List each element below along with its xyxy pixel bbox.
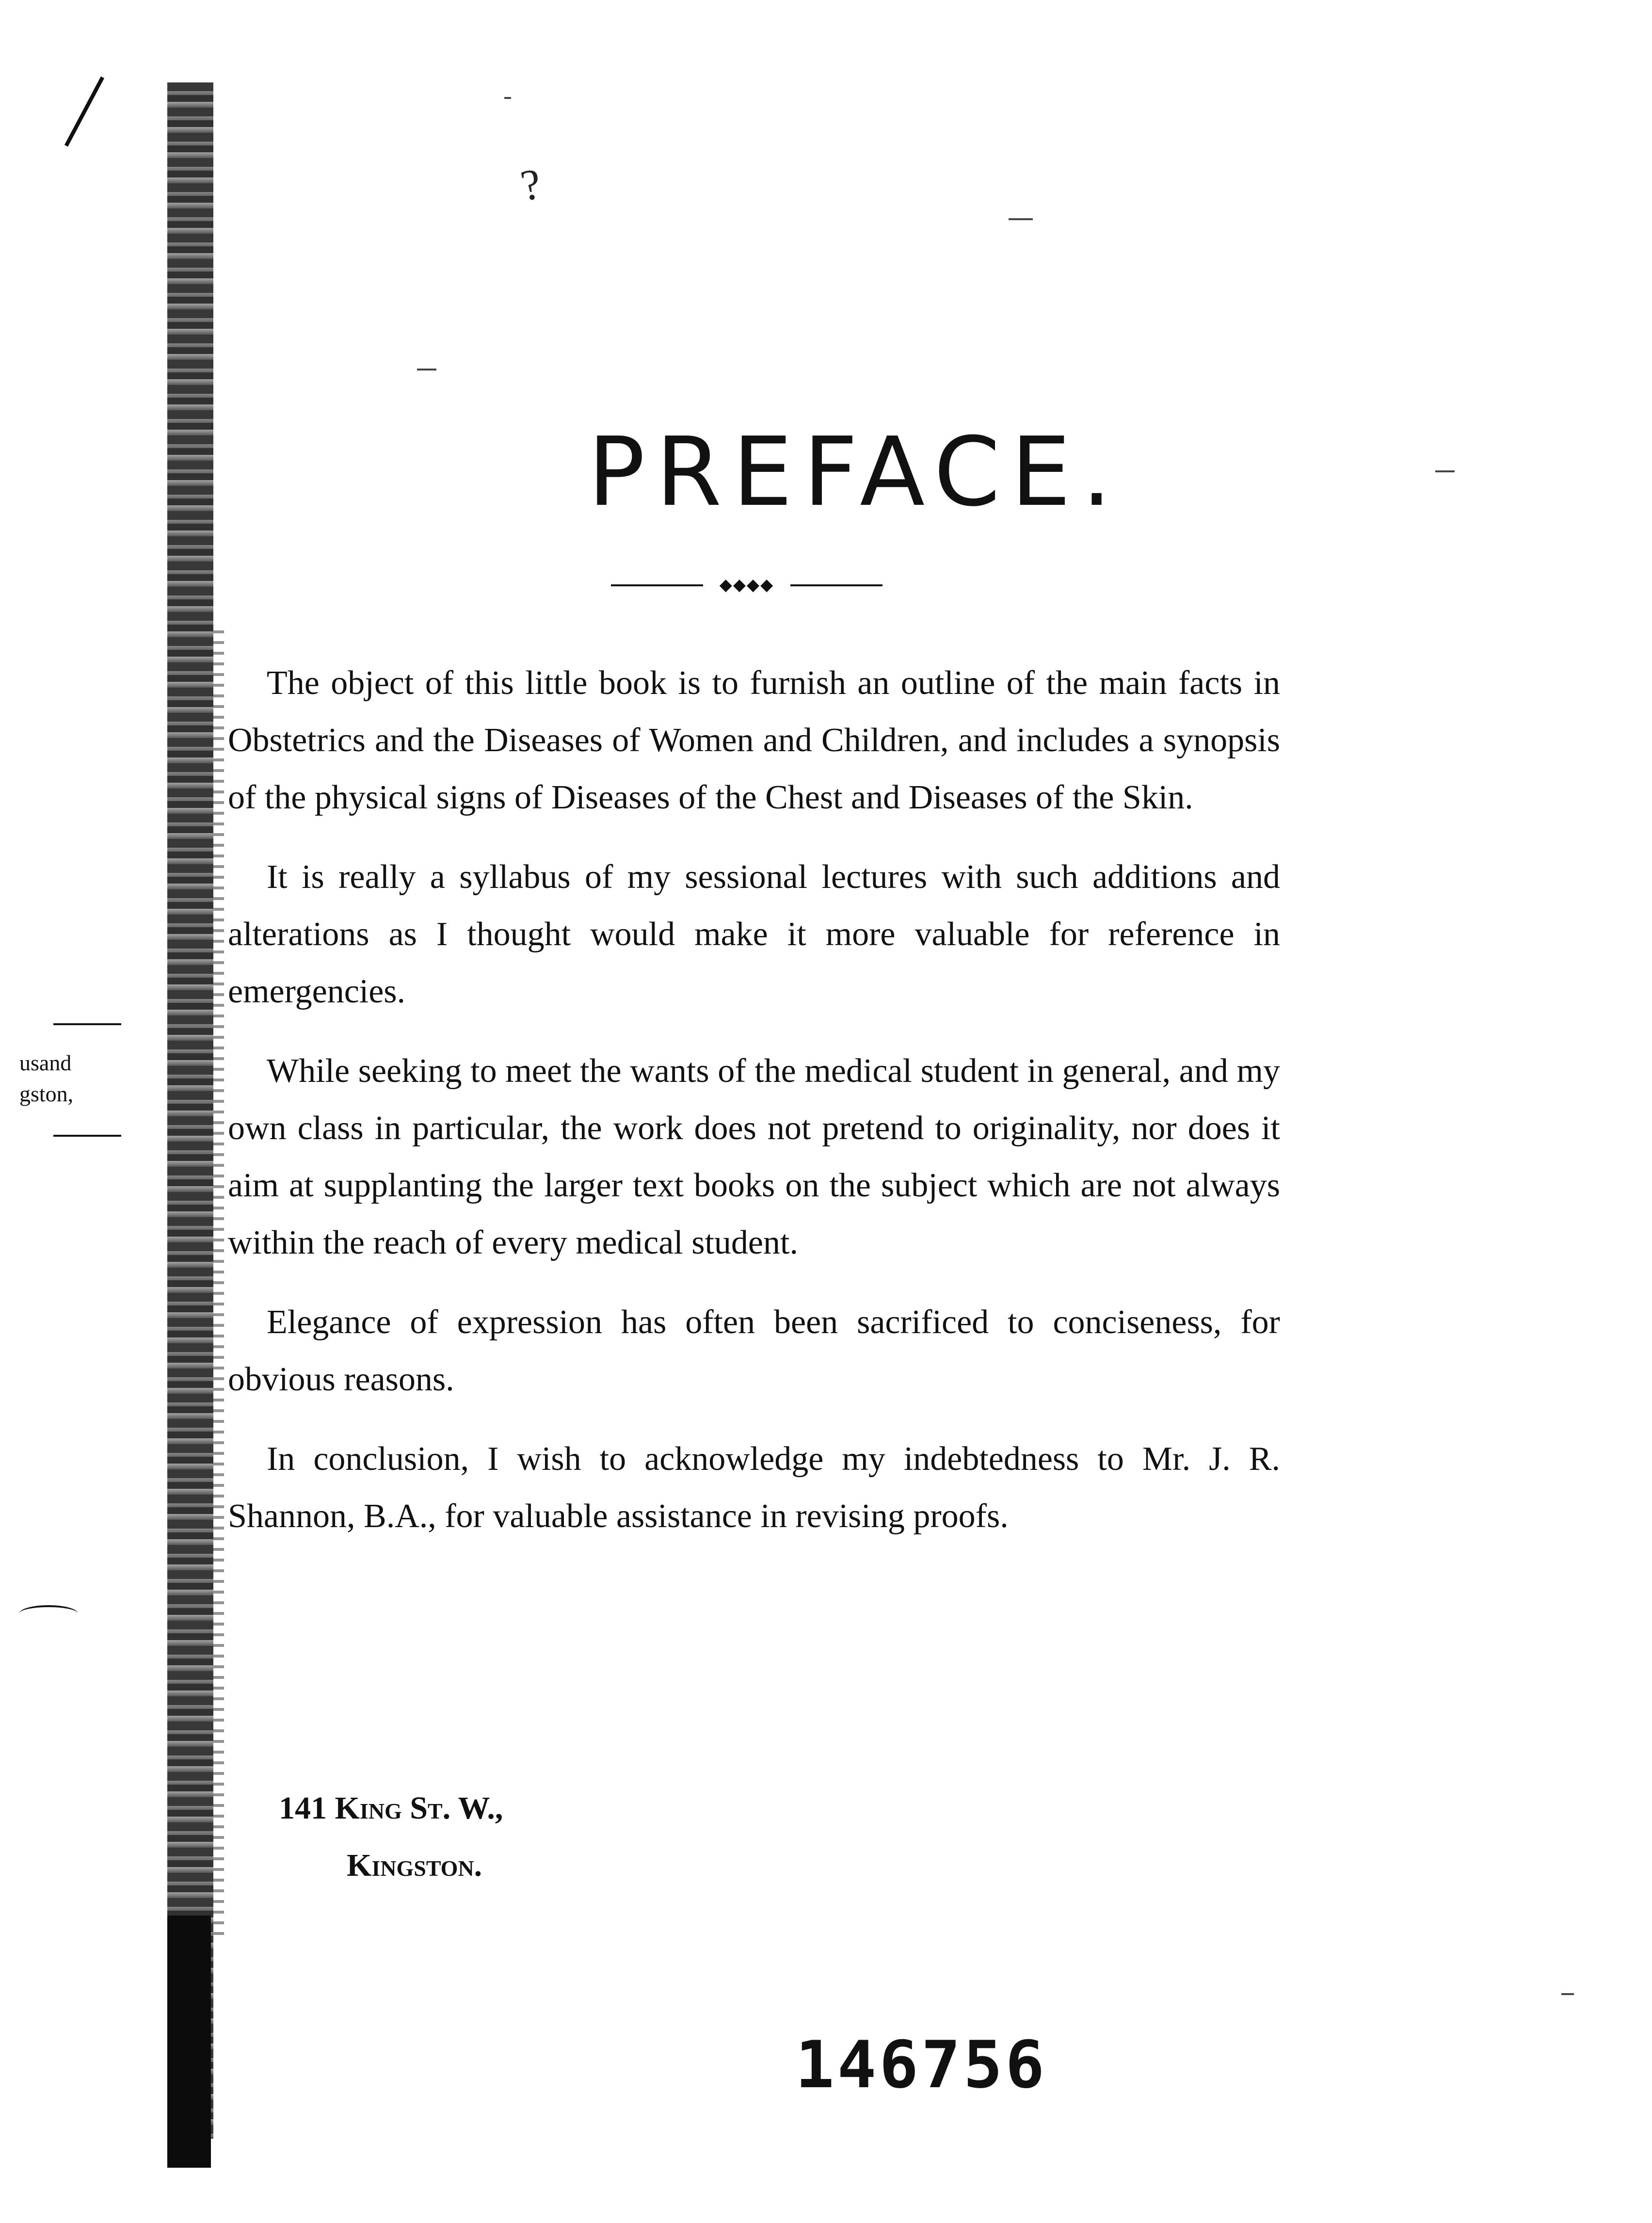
pencil-slash-mark [64,76,104,146]
paragraph-4: Elegance of expression has often been sacrificed to conciseness, for obvious reasons. [228,1304,1280,1398]
speck [1009,218,1033,220]
address-line-1: 141 King St. W., [279,1790,503,1826]
address-line-2: Kingston. [347,1848,482,1883]
preface-body [228,655,1280,1567]
ornament-line-left [611,584,703,586]
margin-rule-top [53,1023,121,1025]
ornament-dots: ◆◆◆◆ [719,576,774,594]
margin-rule-bottom [53,1135,121,1137]
page-title: PREFACE. [588,417,1123,528]
library-accession-number: 146756 [795,2027,1048,2103]
margin-note-line-2: gston, [19,1081,74,1106]
binding-speckle [213,630,224,1940]
margin-curve-mark [19,1605,78,1622]
speck [1561,1993,1574,1995]
paragraph-1: The object of this little book is to furnish an outline of the main facts in Obstetrics and the Diseases of Women and Children, and includes a synopsis of the physical signs of Diseases of the Chest and Diseases of the Skin. [228,664,1280,816]
binding-shadow [167,1916,211,2168]
ornament-line-right [790,584,882,586]
speck [417,369,436,370]
speck [504,97,511,99]
pencil-question-mark: ? [517,160,545,210]
title-ornament-rule [611,576,882,594]
margin-note-line-1: usand [19,1050,72,1075]
paragraph-2: It is really a syllabus of my sessional lectures with such additions and alterations as I thought would make it more valuable for reference in emergencies. [228,858,1280,1010]
binding-edge [167,82,213,2139]
paragraph-5: In conclusion, I wish to acknowledge my indebtedness to Mr. J. R. Shannon, B.A., for valuable assistance in revising proofs. [228,1440,1280,1535]
paragraph-3: While seeking to meet the wants of the medical student in general, and my own class in particular, the work does not pretend to originality, nor does it aim at supplanting the larger text books on the subject which are not always within the reach of every medical student. [228,1052,1280,1261]
margin-note-fragment [19,1023,126,1137]
signature-address [279,1780,503,1894]
speck [1435,470,1455,472]
